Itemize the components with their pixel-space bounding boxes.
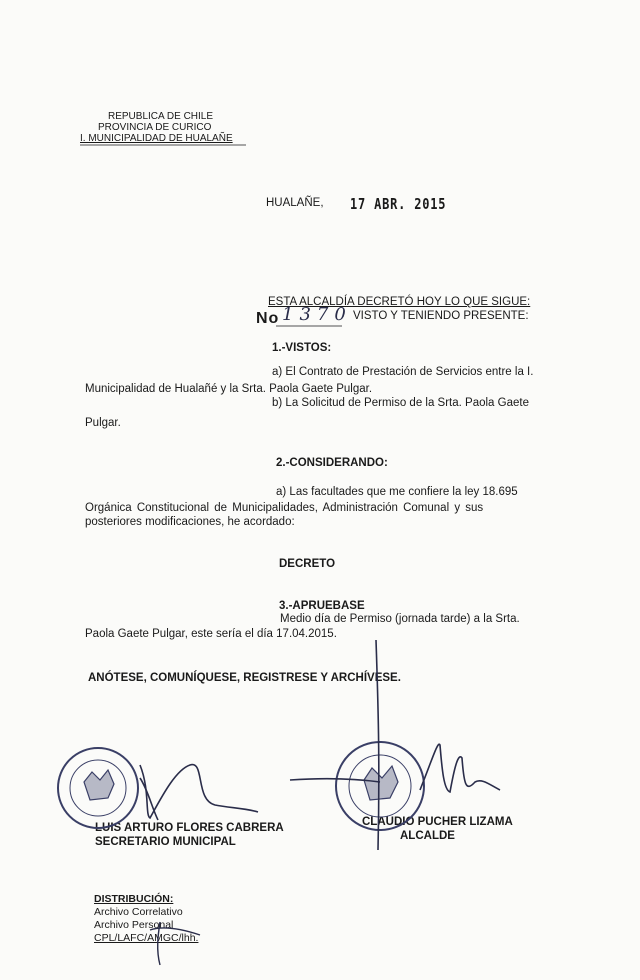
distribution-item-2: Archivo Personal <box>94 919 174 931</box>
distribution-item-1: Archivo Correlativo <box>94 906 183 918</box>
date-place: HUALAÑE, <box>266 197 324 209</box>
right-municipal-seal <box>336 742 424 830</box>
distribution-heading: DISTRIBUCIÓN: <box>94 893 174 905</box>
vistos-b-line1: b) La Solicitud de Permiso de la Srta. Paola Gaete <box>272 397 529 409</box>
apruebase-line1: Medio día de Permiso (jornada tarde) a la Srta. <box>280 613 520 625</box>
decreto-heading: DECRETO <box>279 558 336 570</box>
left-signatory-title: SECRETARIO MUNICIPAL <box>95 836 236 848</box>
header-republica: REPUBLICA DE CHILE <box>108 111 214 122</box>
vistos-a-line2: Municipalidad de Hualañé y la Srta. Paola Gaete Pulgar. <box>85 383 373 395</box>
left-municipal-seal <box>58 748 138 828</box>
left-signatory-name: LUIS ARTURO FLORES CABRERA <box>95 822 284 834</box>
decree-intro: ESTA ALCALDÍA DECRETÓ HOY LO QUE SIGUE: <box>268 296 531 308</box>
decree-number: 1370 <box>282 304 352 325</box>
considerando-line3: posteriores modificaciones, he acordado: <box>85 516 295 528</box>
right-signatory-title: ALCALDE <box>400 830 455 842</box>
right-signatory-name: CLAUDIO PUCHER LIZAMA <box>362 816 513 828</box>
header-municipalidad: I. MUNICIPALIDAD DE HUALAÑE <box>80 133 233 144</box>
distribution-item-3: CPL/LAFC/AMGC/lhh. <box>94 932 199 944</box>
closing-line: ANÓTESE, COMUNÍQUESE, REGISTRESE Y ARCHÍVESE. <box>88 672 401 684</box>
considerando-line2: Orgánica Constitucional de Municipalidades, Administración Comunal y sus <box>85 502 484 514</box>
vistos-heading: 1.-VISTOS: <box>272 342 332 354</box>
vistos-b-line2: Pulgar. <box>85 417 121 429</box>
considerando-line1: a) Las facultades que me confiere la ley 18.695 <box>276 486 518 498</box>
decree-no-label: No <box>256 310 280 327</box>
header-provincia: PROVINCIA DE CURICO <box>98 122 212 133</box>
considerando-heading: 2.-CONSIDERANDO: <box>276 457 388 469</box>
apruebase-line2: Paola Gaete Pulgar, este sería el día 17.04.2015. <box>85 628 337 640</box>
apruebase-heading: 3.-APRUEBASE <box>279 600 365 612</box>
vistos-a-line1: a) El Contrato de Prestación de Servicios entre la I. <box>272 366 534 378</box>
distribution-initials-mark <box>150 922 200 965</box>
left-signature <box>140 765 258 820</box>
decree-visto: VISTO Y TENIENDO PRESENTE: <box>353 310 529 322</box>
date-stamp: 17 ABR. 2015 <box>350 195 447 213</box>
